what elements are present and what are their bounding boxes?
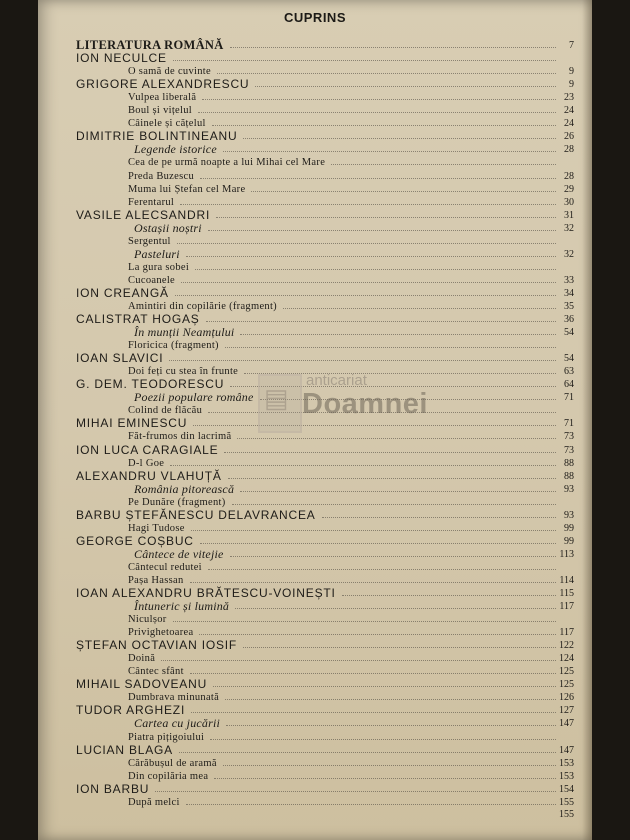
toc-entry	[76, 469, 574, 482]
dot-leader	[169, 360, 556, 361]
dot-leader	[230, 556, 556, 557]
dot-leader	[223, 765, 556, 766]
dot-leader	[179, 752, 556, 753]
toc-entry	[76, 129, 574, 142]
toc-entry-title: G. DEM. TEODORESCU	[76, 377, 225, 392]
toc-entry-page: 117	[559, 627, 574, 639]
toc-entry-title: Doină	[128, 653, 156, 665]
toc-entry-title: Din copilăria mea	[128, 770, 209, 782]
watermark	[258, 372, 428, 434]
dot-leader	[225, 347, 556, 348]
dot-leader	[186, 804, 556, 805]
toc-entry-page: 73	[564, 431, 574, 443]
toc-entry-page: 93	[564, 483, 574, 495]
toc-entry-title: GEORGE COȘBUC	[76, 533, 194, 548]
toc-entry-title: Amintiri din copilărie (fragment)	[128, 300, 277, 312]
dot-leader	[170, 465, 556, 466]
toc-entry	[76, 286, 574, 299]
toc-entry-title: Poezii populare române	[134, 390, 254, 405]
toc-entry-title: Cântece de vitejie	[134, 546, 224, 561]
toc-entry-title: Floricica (fragment)	[128, 340, 219, 352]
toc-entry	[76, 273, 574, 286]
toc-entry	[76, 547, 574, 560]
toc-entry-page: 73	[564, 444, 574, 456]
toc-entry	[76, 247, 574, 260]
toc-entry-title: Ostașii noștri	[134, 220, 202, 235]
dot-leader	[251, 191, 556, 192]
toc-entry	[76, 482, 574, 495]
toc-entry	[76, 208, 574, 221]
dot-leader	[202, 99, 556, 100]
dot-leader	[224, 452, 556, 453]
toc-entry	[76, 195, 574, 208]
toc-entry-title: Muma lui Ștefan cel Mare	[128, 183, 246, 195]
dot-leader	[240, 334, 556, 335]
toc-entry-title: TUDOR ARGHEZI	[76, 703, 186, 718]
dot-leader	[235, 608, 556, 609]
toc-entry-title: D-l Goe	[128, 457, 165, 469]
toc-entry-page: 26	[564, 131, 574, 143]
dot-leader	[190, 582, 557, 583]
toc-entry-page: 125	[559, 679, 574, 691]
toc-entry-title: Privighetoarea	[128, 627, 194, 639]
toc-entry-title: Preda Buzescu	[128, 170, 195, 182]
toc-entry	[76, 38, 574, 51]
toc-entry	[76, 221, 574, 234]
toc-entry-page: 7	[569, 40, 574, 52]
dot-leader	[181, 282, 556, 283]
toc-entry-page: 99	[564, 535, 574, 547]
toc-entry-page: 63	[564, 366, 574, 378]
toc-entry-title: ION LUCA CARAGIALE	[76, 442, 219, 457]
toc-entry-page: 147	[559, 744, 574, 756]
toc-entry-page: 34	[564, 287, 574, 299]
toc-entry-title: Pe Dunăre (fragment)	[128, 496, 226, 508]
toc-entry-title: ȘTEFAN OCTAVIAN IOSIF	[76, 638, 238, 653]
toc-entry	[76, 168, 574, 181]
toc-entry	[76, 729, 574, 742]
watermark-top-text: anticariat	[306, 372, 367, 389]
toc-entry-page: 99	[564, 522, 574, 534]
dot-leader	[191, 530, 556, 531]
dot-leader	[180, 204, 556, 205]
toc-entry	[76, 77, 574, 90]
toc-entry-page: 24	[564, 118, 574, 130]
dot-leader	[155, 791, 556, 792]
toc-entry-title: Întuneric și lumină	[134, 599, 230, 614]
toc-entry-page: 54	[564, 353, 574, 365]
toc-entry	[76, 182, 574, 195]
dot-leader	[175, 295, 556, 296]
dot-leader	[216, 217, 556, 218]
toc-entry-title: Legende istorice	[134, 142, 217, 157]
toc-entry	[76, 234, 574, 247]
dot-leader	[191, 712, 556, 713]
toc-entry-page: 35	[564, 300, 574, 312]
dot-leader	[223, 151, 556, 152]
toc-entry-title: România pitorească	[134, 481, 235, 496]
toc-entry-title: Hagi Tudose	[128, 522, 185, 534]
toc-entry	[76, 456, 574, 469]
toc-entry	[76, 703, 574, 716]
toc-entry-page: 124	[559, 653, 574, 665]
page-heading: CUPRINS	[283, 10, 346, 25]
toc-entry-title: Cântecul redutei	[128, 561, 202, 573]
toc-entry-page: 155	[559, 796, 574, 808]
toc-entry-title: Pașa Hassan	[128, 574, 184, 586]
toc-entry-title: Doi feți cu stea în frunte	[128, 366, 239, 378]
toc-entry-page: 32	[564, 248, 574, 260]
dot-leader	[198, 112, 556, 113]
toc-entry	[76, 690, 574, 703]
toc-entry-page: 71	[564, 418, 574, 430]
toc-entry	[76, 325, 574, 338]
toc-entry-page: 28	[564, 170, 574, 182]
dot-leader	[177, 243, 556, 244]
dot-leader	[161, 660, 556, 661]
toc-trailing-page	[76, 808, 574, 820]
toc-entry-title: O samă de cuvinte	[128, 66, 211, 78]
toc-entry-page: 33	[564, 274, 574, 286]
toc-entry	[76, 338, 574, 351]
toc-entry	[76, 116, 574, 129]
toc-entry	[76, 743, 574, 756]
toc-entry	[76, 625, 574, 638]
dot-leader	[283, 308, 556, 309]
toc-entry	[76, 782, 574, 795]
toc-entry-title: ION CREANGĂ	[76, 285, 169, 300]
toc-entry-title: IOAN SLAVICI	[76, 351, 164, 366]
dot-leader	[199, 634, 556, 635]
toc-entry-page: 9	[569, 79, 574, 91]
toc-entry-title: ION BARBU	[76, 781, 150, 796]
dot-leader	[186, 256, 556, 257]
toc-entry-title: Cărăbușul de aramă	[128, 757, 217, 769]
toc-entry-page: 28	[564, 144, 574, 156]
toc-entry	[76, 299, 574, 312]
toc-entry	[76, 795, 574, 808]
toc-entry	[76, 508, 574, 521]
dot-leader	[208, 569, 556, 570]
toc-entry-page: 115	[559, 588, 574, 600]
dot-leader	[243, 138, 556, 139]
toc-entry-title: Cea de pe urmă noapte a lui Mihai cel Mare	[128, 157, 326, 169]
dot-leader	[331, 164, 556, 165]
dot-leader	[240, 491, 556, 492]
toc-entry	[76, 442, 574, 455]
dot-leader	[190, 673, 556, 674]
dot-leader	[342, 595, 556, 596]
toc-entry-title: IOAN ALEXANDRU BRĂTESCU-VOINEȘTI	[76, 586, 336, 601]
toc-entry-title: În munții Neamțului	[134, 325, 235, 340]
toc-entry	[76, 769, 574, 782]
toc-entry-page: 24	[564, 105, 574, 117]
toc-entry-title: Făt-frumos din lacrimă	[128, 431, 232, 443]
toc-entry-page: 54	[564, 327, 574, 339]
toc-entry	[76, 521, 574, 534]
toc-entry-page: 30	[564, 196, 574, 208]
dot-leader	[213, 686, 556, 687]
toc-entry	[76, 756, 574, 769]
toc-entry	[76, 586, 574, 599]
dot-leader	[195, 269, 556, 270]
toc-entry	[76, 599, 574, 612]
dot-leader	[208, 230, 556, 231]
toc-entry-title: VASILE ALECSANDRI	[76, 207, 211, 222]
toc-entry-title: ION NECULCE	[76, 51, 167, 66]
toc-entry-page: 147	[559, 718, 574, 730]
toc-entry-page: 155	[559, 808, 574, 820]
dot-leader	[200, 543, 556, 544]
dot-leader	[228, 478, 556, 479]
toc-entry-title: Cucoanele	[128, 274, 176, 286]
dot-leader	[237, 438, 556, 439]
toc-entry-page: 113	[559, 548, 574, 560]
dot-leader	[226, 725, 556, 726]
toc-entry	[76, 560, 574, 573]
toc-entry	[76, 534, 574, 547]
dot-leader	[212, 125, 556, 126]
dot-leader	[243, 647, 556, 648]
toc-entry-page: 153	[559, 757, 574, 769]
toc-entry-title: Niculșor	[128, 614, 167, 626]
dot-leader	[255, 86, 556, 87]
dot-leader	[206, 321, 556, 322]
toc-entry-title: Ferentarul	[128, 196, 175, 208]
toc-entry-title: MIHAIL SADOVEANU	[76, 677, 208, 692]
book-page	[38, 0, 592, 840]
toc-entry-page: 93	[564, 509, 574, 521]
toc-entry-title: Cântec sfânt	[128, 666, 184, 678]
toc-entry	[76, 716, 574, 729]
toc-entry-title: MIHAI EMINESCU	[76, 416, 188, 431]
toc-entry-page: 114	[559, 574, 574, 586]
toc-entry-title: Câinele și cățelul	[128, 118, 206, 130]
toc-entry-title: La gura sobei	[128, 261, 190, 273]
toc-entry-page: 29	[564, 183, 574, 195]
toc-entry	[76, 312, 574, 325]
toc-entry-title: Boul și vițelul	[128, 105, 193, 117]
dot-leader	[214, 778, 556, 779]
toc-entry-page: 71	[564, 392, 574, 404]
toc-entry	[76, 64, 574, 77]
toc-entry-page: 9	[569, 66, 574, 78]
toc-entry	[76, 142, 574, 155]
toc-entry-title: Dumbrava minunată	[128, 692, 220, 704]
toc-entry-page: 154	[559, 783, 574, 795]
books-icon: ▤	[264, 384, 289, 413]
toc-entry	[76, 638, 574, 651]
toc-entry-title: ALEXANDRU VLAHUȚĂ	[76, 468, 222, 483]
toc-entry-page: 117	[559, 601, 574, 613]
toc-entry-page: 23	[564, 92, 574, 104]
toc-entry	[76, 651, 574, 664]
toc-entry-page: 126	[559, 692, 574, 704]
toc-entry-page: 127	[559, 705, 574, 717]
toc-entry-title: Vulpea liberală	[128, 92, 197, 104]
toc-entry	[76, 664, 574, 677]
dot-leader	[322, 517, 556, 518]
toc-entry-title: LUCIAN BLAGA	[76, 742, 173, 757]
toc-entry-page: 153	[559, 770, 574, 782]
toc-entry	[76, 573, 574, 586]
toc-entry	[76, 90, 574, 103]
watermark-main-text: Doamnei	[302, 388, 428, 420]
toc-entry-page: 36	[564, 314, 574, 326]
toc-entry-title: Pasteluri	[134, 246, 180, 261]
toc-entry	[76, 260, 574, 273]
dot-leader	[173, 60, 556, 61]
toc-entry	[76, 103, 574, 116]
toc-entry	[76, 677, 574, 690]
toc-entry-title: Colind de flăcău	[128, 405, 203, 417]
toc-entry-page: 32	[564, 222, 574, 234]
toc-entry-title: După melci	[128, 796, 180, 808]
toc-entry-page: 31	[564, 209, 574, 221]
toc-entry-page: 64	[564, 379, 574, 391]
dot-leader	[232, 504, 556, 505]
toc-entry-title: BARBU ȘTEFĂNESCU DELAVRANCEA	[76, 507, 316, 522]
toc-entry-title: Piatra pițigoiului	[128, 731, 205, 743]
toc-entry-title: Cartea cu jucării	[134, 716, 221, 731]
dot-leader	[230, 47, 556, 48]
toc-entry	[76, 155, 574, 168]
dot-leader	[173, 621, 556, 622]
toc-entry-page: 88	[564, 457, 574, 469]
toc-entry	[76, 51, 574, 64]
toc-entry-page: 88	[564, 470, 574, 482]
toc-entry-page: 122	[559, 640, 574, 652]
toc-entry	[76, 495, 574, 508]
toc-entry	[76, 612, 574, 625]
toc-entry-title: CALISTRAT HOGAȘ	[76, 312, 200, 327]
dot-leader	[225, 699, 556, 700]
toc-entry	[76, 351, 574, 364]
toc-entry-title: Sergentul	[128, 235, 171, 247]
dot-leader	[210, 739, 556, 740]
dot-leader	[200, 178, 556, 179]
toc-entry-title: DIMITRIE BOLINTINEANU	[76, 129, 238, 144]
toc-entry-page: 125	[559, 666, 574, 678]
toc-entry-title: GRIGORE ALEXANDRESCU	[76, 77, 250, 92]
dot-leader	[217, 73, 556, 74]
toc-entry-title: LITERATURA ROMÂNĂ	[76, 38, 224, 53]
